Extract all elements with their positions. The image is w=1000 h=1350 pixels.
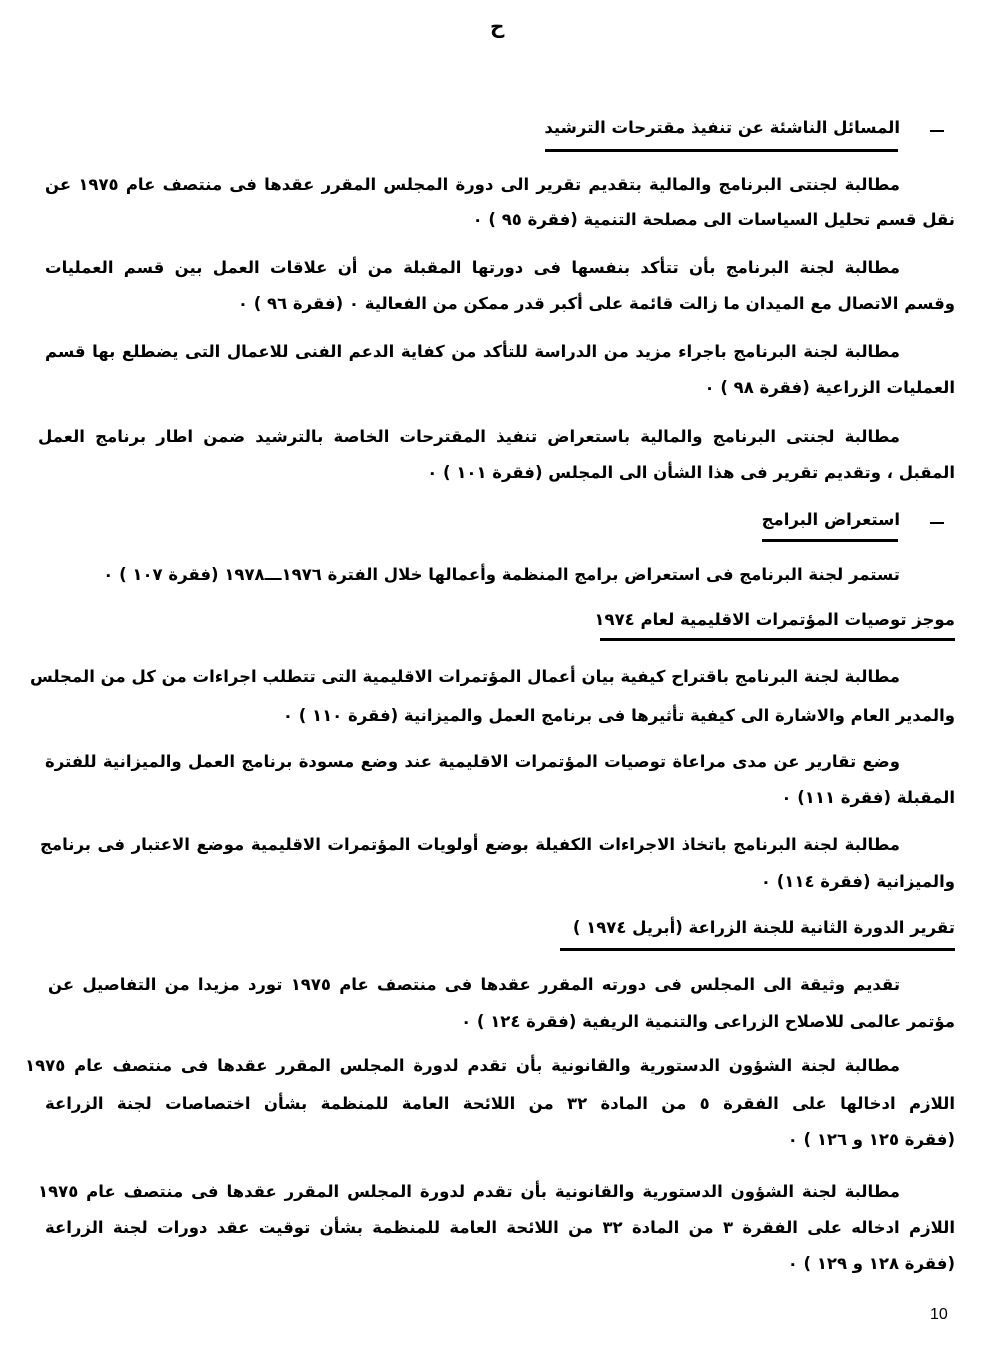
paragraph-line: (فقرة ١٢٨ و ١٢٩ ) ٠: [787, 1254, 955, 1273]
section-heading-agriculture-committee: تقرير الدورة الثانية للجنة الزراعة (أبريل ١٩٧٤ ): [572, 918, 955, 937]
paragraph-line: وضع تقارير عن مدى مراعاة توصيات المؤتمرات الاقليمية عند وضع مسودة برنامج العمل والميزانية للفترة: [45, 752, 900, 771]
paragraph-line: مطالبة لجنة البرنامج بأن تتأكد بنفسها فى دورتها المقبلة من أن علاقات العمل بين قسم العمليات: [45, 258, 900, 277]
heading-underline: [762, 539, 898, 542]
paragraph-line: نقل قسم تحليل السياسات الى مصلحة التنمية (فقرة ٩٥ ) ٠: [472, 210, 955, 229]
paragraph-line: اللازم ادخالها على الفقرة ٥ من المادة ٣٢ من اللائحة العامة للمنظمة بشأن اختصاصات لجنة الزراعة: [45, 1094, 955, 1113]
heading-underline: [545, 149, 898, 152]
paragraph-line: المقبلة (فقرة ١١١) ٠: [781, 788, 955, 807]
paragraph-line: اللازم ادخاله على الفقرة ٣ من المادة ٣٢ من اللائحة العامة للمنظمة بشأن توقيت عقد دورات لجنة الزراعة: [45, 1218, 955, 1237]
section-heading-regional-conferences: موجز توصيات المؤتمرات الاقليمية لعام ١٩٧٤: [594, 610, 955, 629]
paragraph-line: مطالبة لجنتى البرنامج والمالية باستعراض تنفيذ المقترحات الخاصة بالترشيد ضمن اطار برنامج العمل: [38, 427, 900, 446]
paragraph-line: المقبل ، وتقديم تقرير فى هذا الشأن الى المجلس (فقرة ١٠١ ) ٠: [427, 463, 955, 482]
page-header-letter: ح: [490, 14, 505, 38]
paragraph-line: مطالبة لجنتى البرنامج والمالية بتقديم تقرير الى دورة المجلس المقرر عقدها فى منتصف عام ١٩٧٥ عن: [45, 175, 900, 194]
heading-dash: [930, 522, 944, 524]
paragraph-line: مطالبة لجنة البرنامج باقتراح كيفية بيان أعمال المؤتمرات الاقليمية التى تتطلب اجراءات من كل من المجلس: [30, 667, 900, 686]
paragraph-line: العمليات الزراعية (فقرة ٩٨ ) ٠: [704, 378, 955, 397]
paragraph-line: مؤتمر عالمى للاصلاح الزراعى والتنمية الريفية (فقرة ١٢٤ ) ٠: [461, 1012, 955, 1031]
section-heading-rationalization: المسائل الناشئة عن تنفيذ مقترحات الترشيد: [544, 118, 900, 137]
heading-underline: [600, 638, 955, 641]
section-heading-programme-review: استعراض البرامج: [761, 510, 900, 529]
paragraph-line: (فقرة ١٢٥ و ١٢٦ ) ٠: [787, 1130, 955, 1149]
paragraph-line: تستمر لجنة البرنامج فى استعراض برامج المنظمة وأعمالها خلال الفترة ١٩٧٦ـــ١٩٧٨ (فقرة ١٠٧ ) ٠: [103, 565, 900, 584]
paragraph-line: وقسم الاتصال مع الميدان ما زالت قائمة على أكبر قدر ممكن من الفعالية ٠ (فقرة ٩٦ ) ٠: [237, 294, 955, 313]
heading-dash: [930, 130, 944, 132]
paragraph-line: مطالبة لجنة البرنامج باجراء مزيد من الدراسة للتأكد من كفاية الدعم الفنى للاعمال التى يضطلع بها قسم: [45, 342, 900, 361]
page-number: 10: [930, 1306, 948, 1323]
paragraph-line: مطالبة لجنة الشؤون الدستورية والقانونية بأن تقدم لدورة المجلس المقرر عقدها فى منتصف عام ١٩٧٥: [25, 1056, 900, 1075]
paragraph-line: مطالبة لجنة البرنامج باتخاذ الاجراءات الكفيلة بوضع أولويات المؤتمرات الاقليمية موضع الاعتبار فى برنامج: [40, 835, 900, 854]
heading-underline: [560, 948, 955, 951]
paragraph-line: مطالبة لجنة الشؤون الدستورية والقانونية بأن تقدم لدورة المجلس المقرر عقدها فى منتصف عام ١٩٧٥: [38, 1182, 900, 1201]
paragraph-line: تقديم وثيقة الى المجلس فى دورته المقرر عقدها فى منتصف عام ١٩٧٥ تورد مزيدا من التفاصيل عن: [48, 975, 900, 994]
paragraph-line: والمدير العام والاشارة الى كيفية تأثيرها فى برنامج العمل والميزانية (فقرة ١١٠ ) ٠: [282, 706, 955, 725]
paragraph-line: والميزانية (فقرة ١١٤) ٠: [760, 872, 955, 891]
